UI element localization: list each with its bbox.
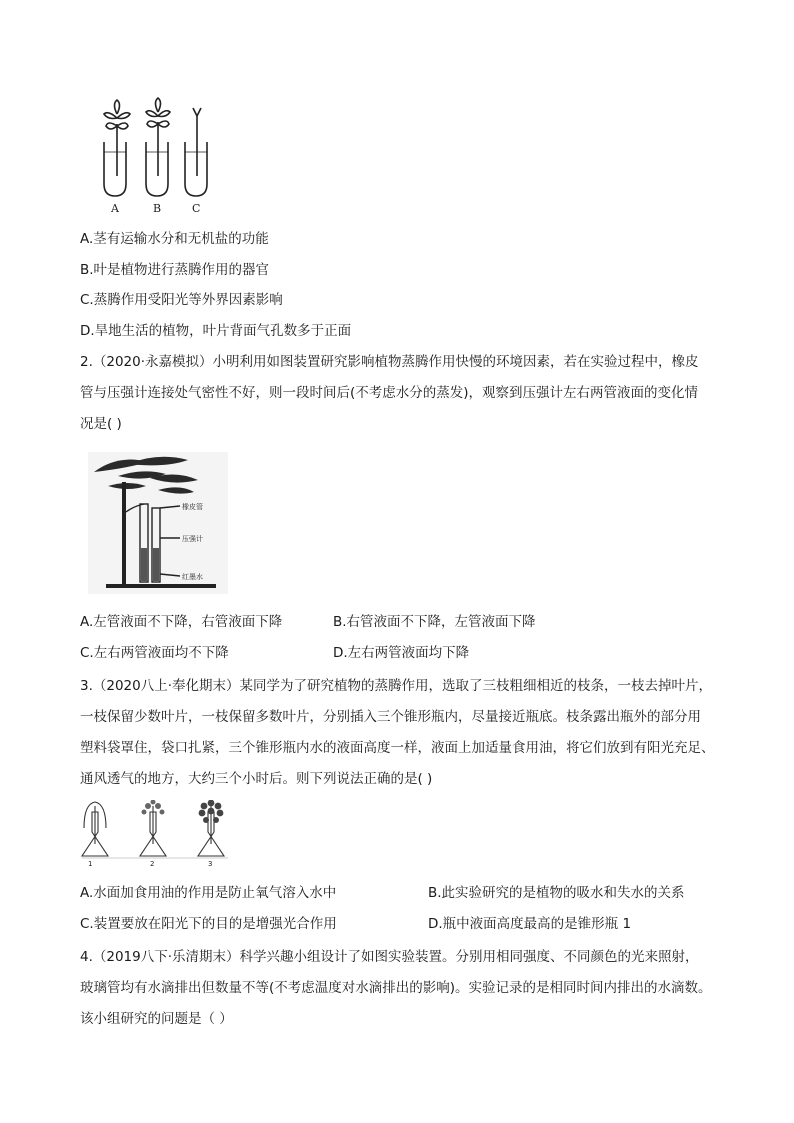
q3-conical-flasks-figure — [78, 800, 248, 868]
q3-stem-line-4: 通风透气的地方，大约三个小时后。则下列说法正确的是( ) — [80, 771, 433, 787]
q3-option-a: A.水面加食用油的作用是防止氧气溶入水中 — [80, 885, 337, 901]
q3-label-1: 1 — [88, 860, 93, 868]
q4-stem-line-1: 4.（2019八下·乐清期末）科学兴趣小组设计了如图实验装置。分别用相同强度、不同颜色的光来照射， — [80, 949, 699, 965]
q2-label-rubber-tube: 橡皮管 — [182, 503, 203, 511]
q2-stem-line-1: 2.（2020·永嘉模拟）小明利用如图装置研究影响植物蒸腾作用快慢的环境因素，若在实验过程中，橡皮 — [80, 354, 699, 370]
q2-option-b: B.右管液面不下降，左管液面下降 — [333, 614, 536, 630]
q1-option-a: A.茎有运输水分和无机盐的功能 — [80, 231, 269, 247]
q1-option-b: B.叶是植物进行蒸腾作用的器官 — [80, 262, 270, 278]
q1-option-d: D.旱地生活的植物，叶片背面气孔数多于正面 — [80, 323, 352, 339]
q3-stem-line-3: 塑料袋罩住，袋口扎紧，三个锥形瓶内水的液面高度一样，液面上加适量食用油，将它们放到有阳光充足、 — [80, 740, 715, 756]
q2-label-pressure-gauge: 压强计 — [182, 535, 203, 543]
q1-label-c: C — [192, 202, 201, 215]
q2-option-c: C.左右两管液面均不下降 — [80, 645, 229, 661]
q1-test-tubes-figure — [96, 96, 216, 218]
q3-label-3: 3 — [208, 860, 213, 868]
q4-stem-line-3: 该小组研究的问题是（ ） — [80, 1011, 233, 1027]
q4-stem-line-2: 玻璃管均有水滴排出但数量不等(不考虑温度对水滴排出的影响)。实验记录的是相同时间内排出的水滴数。 — [80, 980, 712, 996]
q2-option-d: D.左右两管液面均下降 — [333, 645, 470, 661]
q3-stem-line-1: 3.（2020八上·奉化期末）某同学为了研究植物的蒸腾作用，选取了三枝粗细相近的枝条，一枝去掉叶片， — [80, 678, 713, 694]
q2-option-a: A.左管液面不下降，右管液面下降 — [80, 614, 283, 630]
q1-label-a: A — [111, 202, 119, 215]
q1-label-b: B — [153, 202, 162, 215]
q2-stem-line-3: 况是( ) — [80, 416, 122, 432]
q3-option-d: D.瓶中液面高度最高的是锥形瓶 1 — [428, 916, 632, 932]
q1-option-c: C.蒸腾作用受阳光等外界因素影响 — [80, 292, 283, 308]
q3-label-2: 2 — [150, 860, 155, 868]
q2-stem-line-2: 管与压强计连接处气密性不好，则一段时间后(不考虑水分的蒸发)，观察到压强计左右两管液面的变化情 — [80, 385, 699, 401]
q2-pressure-gauge-figure — [88, 452, 228, 594]
q3-option-b: B.此实验研究的是植物的吸水和失水的关系 — [428, 885, 685, 901]
q3-stem-line-2: 一枝保留少数叶片，一枝保留多数叶片，分别插入三个锥形瓶内，尽量接近瓶底。枝条露出瓶外的部分用 — [80, 709, 701, 725]
q2-label-red-ink: 红墨水 — [182, 573, 203, 581]
q3-option-c: C.装置要放在阳光下的目的是增强光合作用 — [80, 916, 337, 932]
